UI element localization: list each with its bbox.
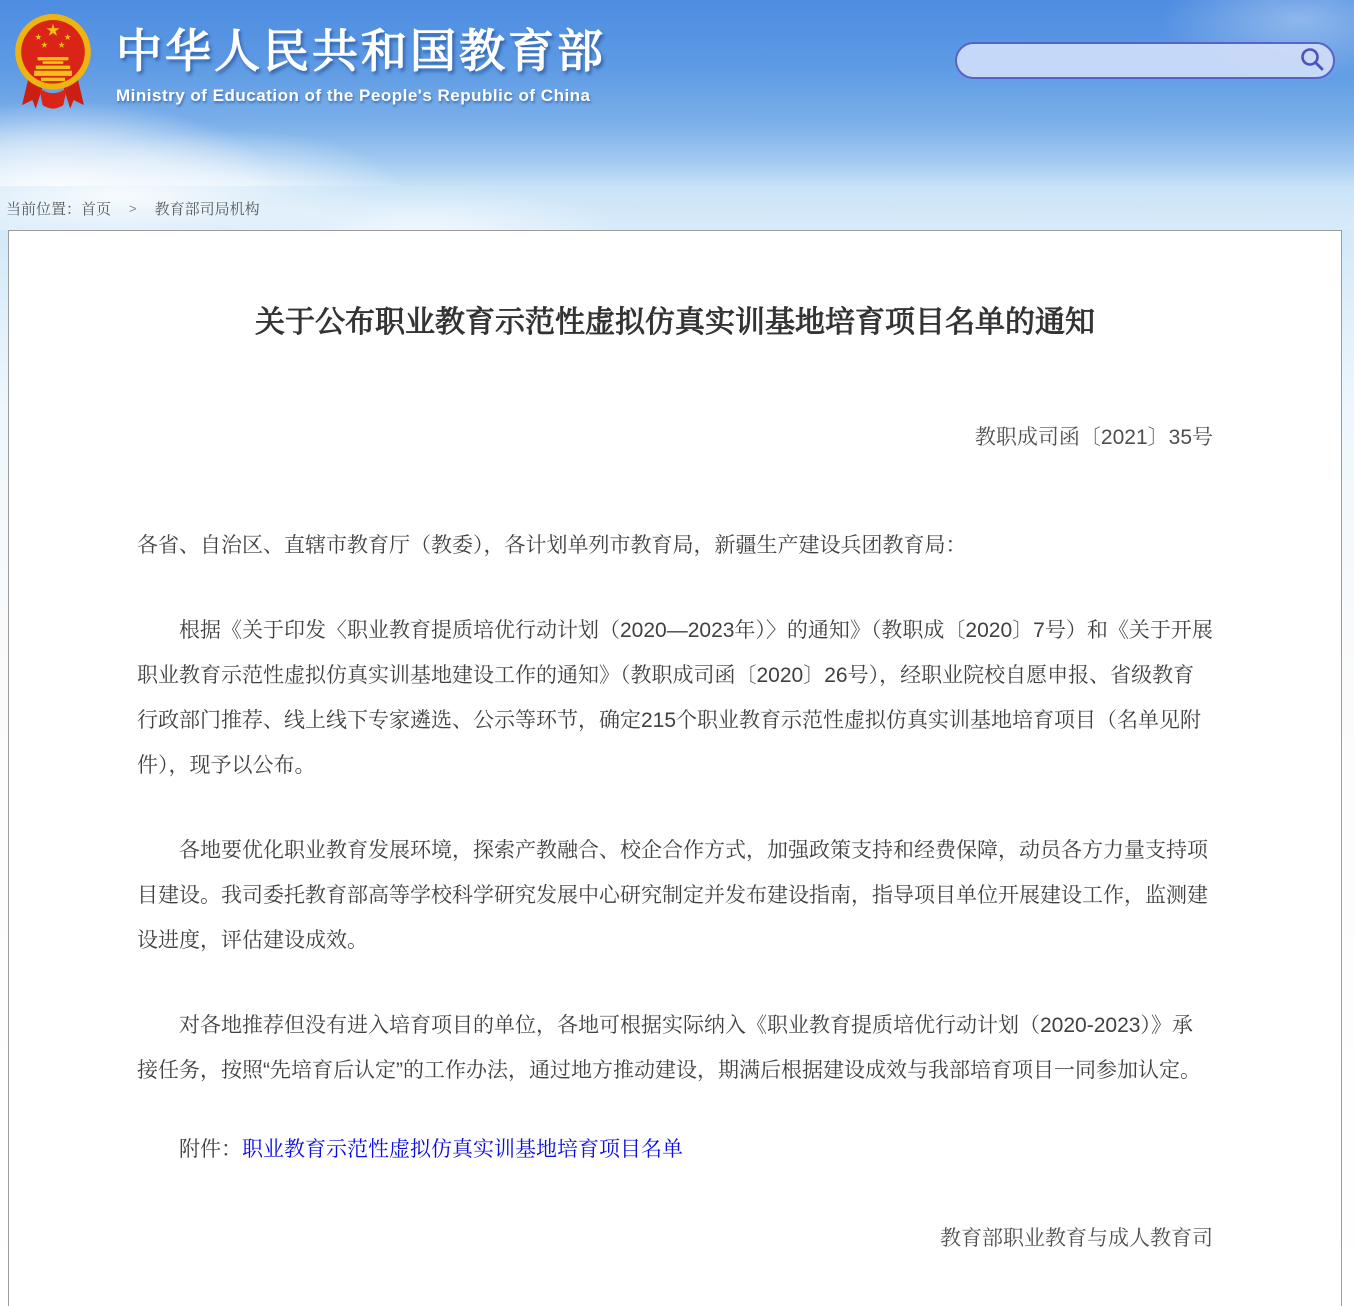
breadcrumb-section-link[interactable]: 教育部司局机构 — [154, 200, 260, 218]
document-number: 教职成司函〔2021〕35号 — [974, 426, 1213, 449]
national-emblem-logo — [10, 8, 96, 118]
search-icon — [1299, 46, 1325, 75]
search-input[interactable] — [957, 44, 1295, 77]
breadcrumb — [0, 186, 1354, 230]
page-background — [0, 230, 1354, 1306]
document-panel — [8, 230, 1342, 1306]
breadcrumb-separator: > — [129, 200, 137, 216]
attachment-label: 附件： — [179, 1138, 242, 1161]
site-header — [0, 0, 1354, 186]
breadcrumb-home-link[interactable]: 首页 — [81, 200, 112, 218]
issuing-department: 教育部职业教育与成人教育司 — [940, 1227, 1213, 1250]
body-paragraph: 各地要优化职业教育发展环境，探索产教融合、校企合作方式，加强政策支持和经费保障，动员各方力量支持项目建设。我司委托教育部高等学校科学研究发展中心研究制定并发布建设指南，指导项目单位开展建设工作，监测建设进度，评估建设成效。 — [137, 839, 1208, 952]
search-button[interactable] — [1295, 44, 1329, 77]
attachment-link[interactable]: 职业教育示范性虚拟仿真实训基地培育项目名单 — [242, 1138, 683, 1161]
site-subtitle: Ministry of Education of the People's Republic of China — [116, 86, 591, 105]
breadcrumb-label: 当前位置： — [6, 200, 82, 218]
site-title-block — [116, 22, 606, 106]
attachment-row — [137, 1127, 1213, 1172]
search-box[interactable] — [955, 42, 1335, 79]
site-title: 中华人民共和国教育部 — [116, 25, 606, 77]
body-paragraph: 根据《关于印发〈职业教育提质培优行动计划（2020—2023年）〉的通知》（教职成〔2020〕7号）和《关于开展职业教育示范性虚拟仿真实训基地建设工作的通知》（教职成司函〔2020〕26号），经职业院校自愿申报、省级教育行政部门推荐、线上线下专家遴选、公示等环节，确定215个职业教育示范性虚拟仿真实训基地培育项目（名单见附件），现予以公布。 — [137, 619, 1213, 777]
document-body — [137, 523, 1213, 1093]
addressee-line: 各省、自治区、直辖市教育厅（教委），各计划单列市教育局，新疆生产建设兵团教育局： — [137, 534, 967, 557]
document-title: 关于公布职业教育示范性虚拟仿真实训基地培育项目名单的通知 — [255, 306, 1095, 339]
body-paragraph: 对各地推荐但没有进入培育项目的单位，各地可根据实际纳入《职业教育提质培优行动计划（2020-2023）》承接任务，按照“先培育后认定”的工作办法，通过地方推动建设，期满后根据建设成效与我部培育项目一同参加认定。 — [137, 1014, 1201, 1082]
